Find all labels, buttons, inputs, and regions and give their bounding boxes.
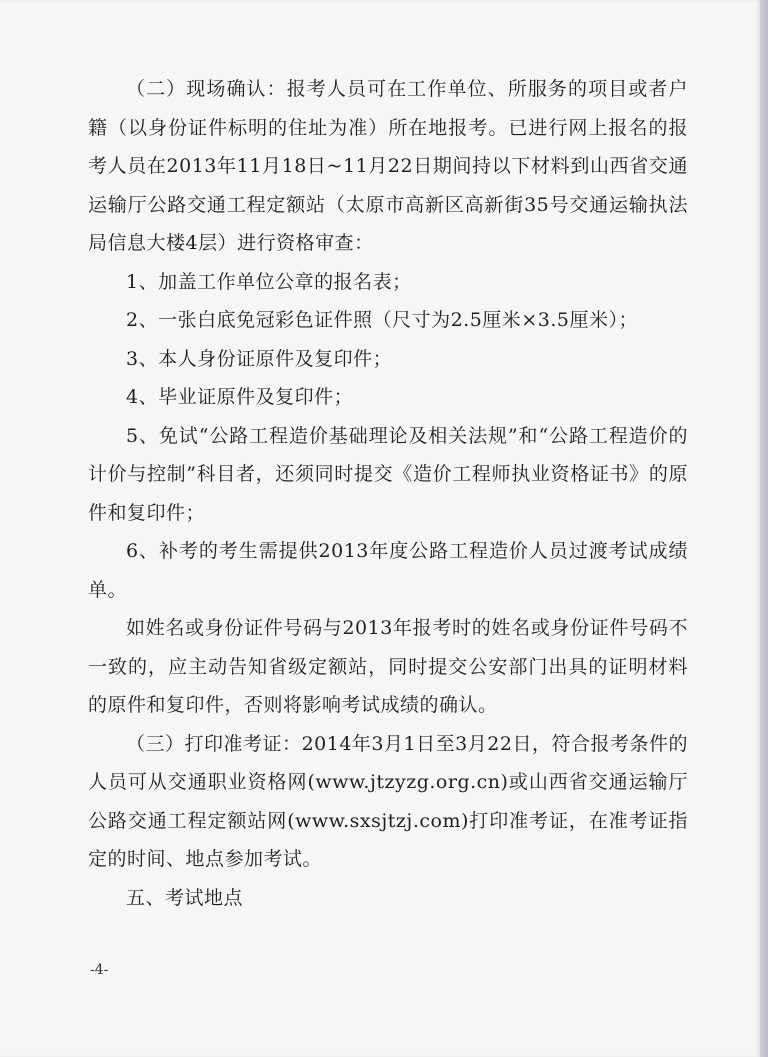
paragraph-name-mismatch: 如姓名或身份证件号码与2013年报考时的姓名或身份证件号码不一致的，应主动告知省级定额站，同时提交公安部门出具的证明材料的原件和复印件，否则将影响考试成绩的确认。 — [88, 617, 688, 716]
page-number: -4- — [90, 962, 109, 978]
page-edge-shadow — [760, 0, 768, 1057]
paragraph-on-site-confirmation: （二）现场确认：报考人员可在工作单位、所服务的项目或者户籍（以身份证件标明的住址为准）所在地报考。已进行网上报名的报考人员在2013年11月18日~11月22日期间持以下材料到山西省交通运输厅公路交通工程定额站（太原市高新区高新街35号交通运输执法局信息大楼4层）进行资格审查： — [88, 78, 688, 254]
list-item-id-card: 3、本人身份证原件及复印件； — [126, 347, 393, 370]
list-item-diploma: 4、毕业证原件及复印件； — [126, 386, 354, 408]
paragraph-print-admission: （三）打印准考证：2014年3月1日至3月22日，符合报考条件的人员可从交通职业资格网(www.jtzyzg.org.cn)或山西省交通运输厅公路交通工程定额站网(www.sxsjtzj.com)打印准考证，在准考证指定的时间、地点参加考试。 — [88, 732, 688, 870]
document-body — [88, 70, 688, 917]
list-item-exemption: 5、免试“公路工程造价基础理论及相关法规”和“公路工程造价的计价与控制”科目者，还须同时提交《造价工程师执业资格证书》的原件和复印件； — [88, 424, 688, 524]
list-item-registration-form: 1、加盖工作单位公章的报名表； — [126, 270, 412, 293]
section-heading-exam-location: 五、考试地点 — [126, 886, 244, 909]
list-item-makeup-exam: 6、补考的考生需提供2013年度公路工程造价人员过渡考试成绩单。 — [88, 540, 688, 601]
list-item-photo: 2、一张白底免冠彩色证件照（尺寸为2.5厘米×3.5厘米）； — [126, 309, 638, 331]
